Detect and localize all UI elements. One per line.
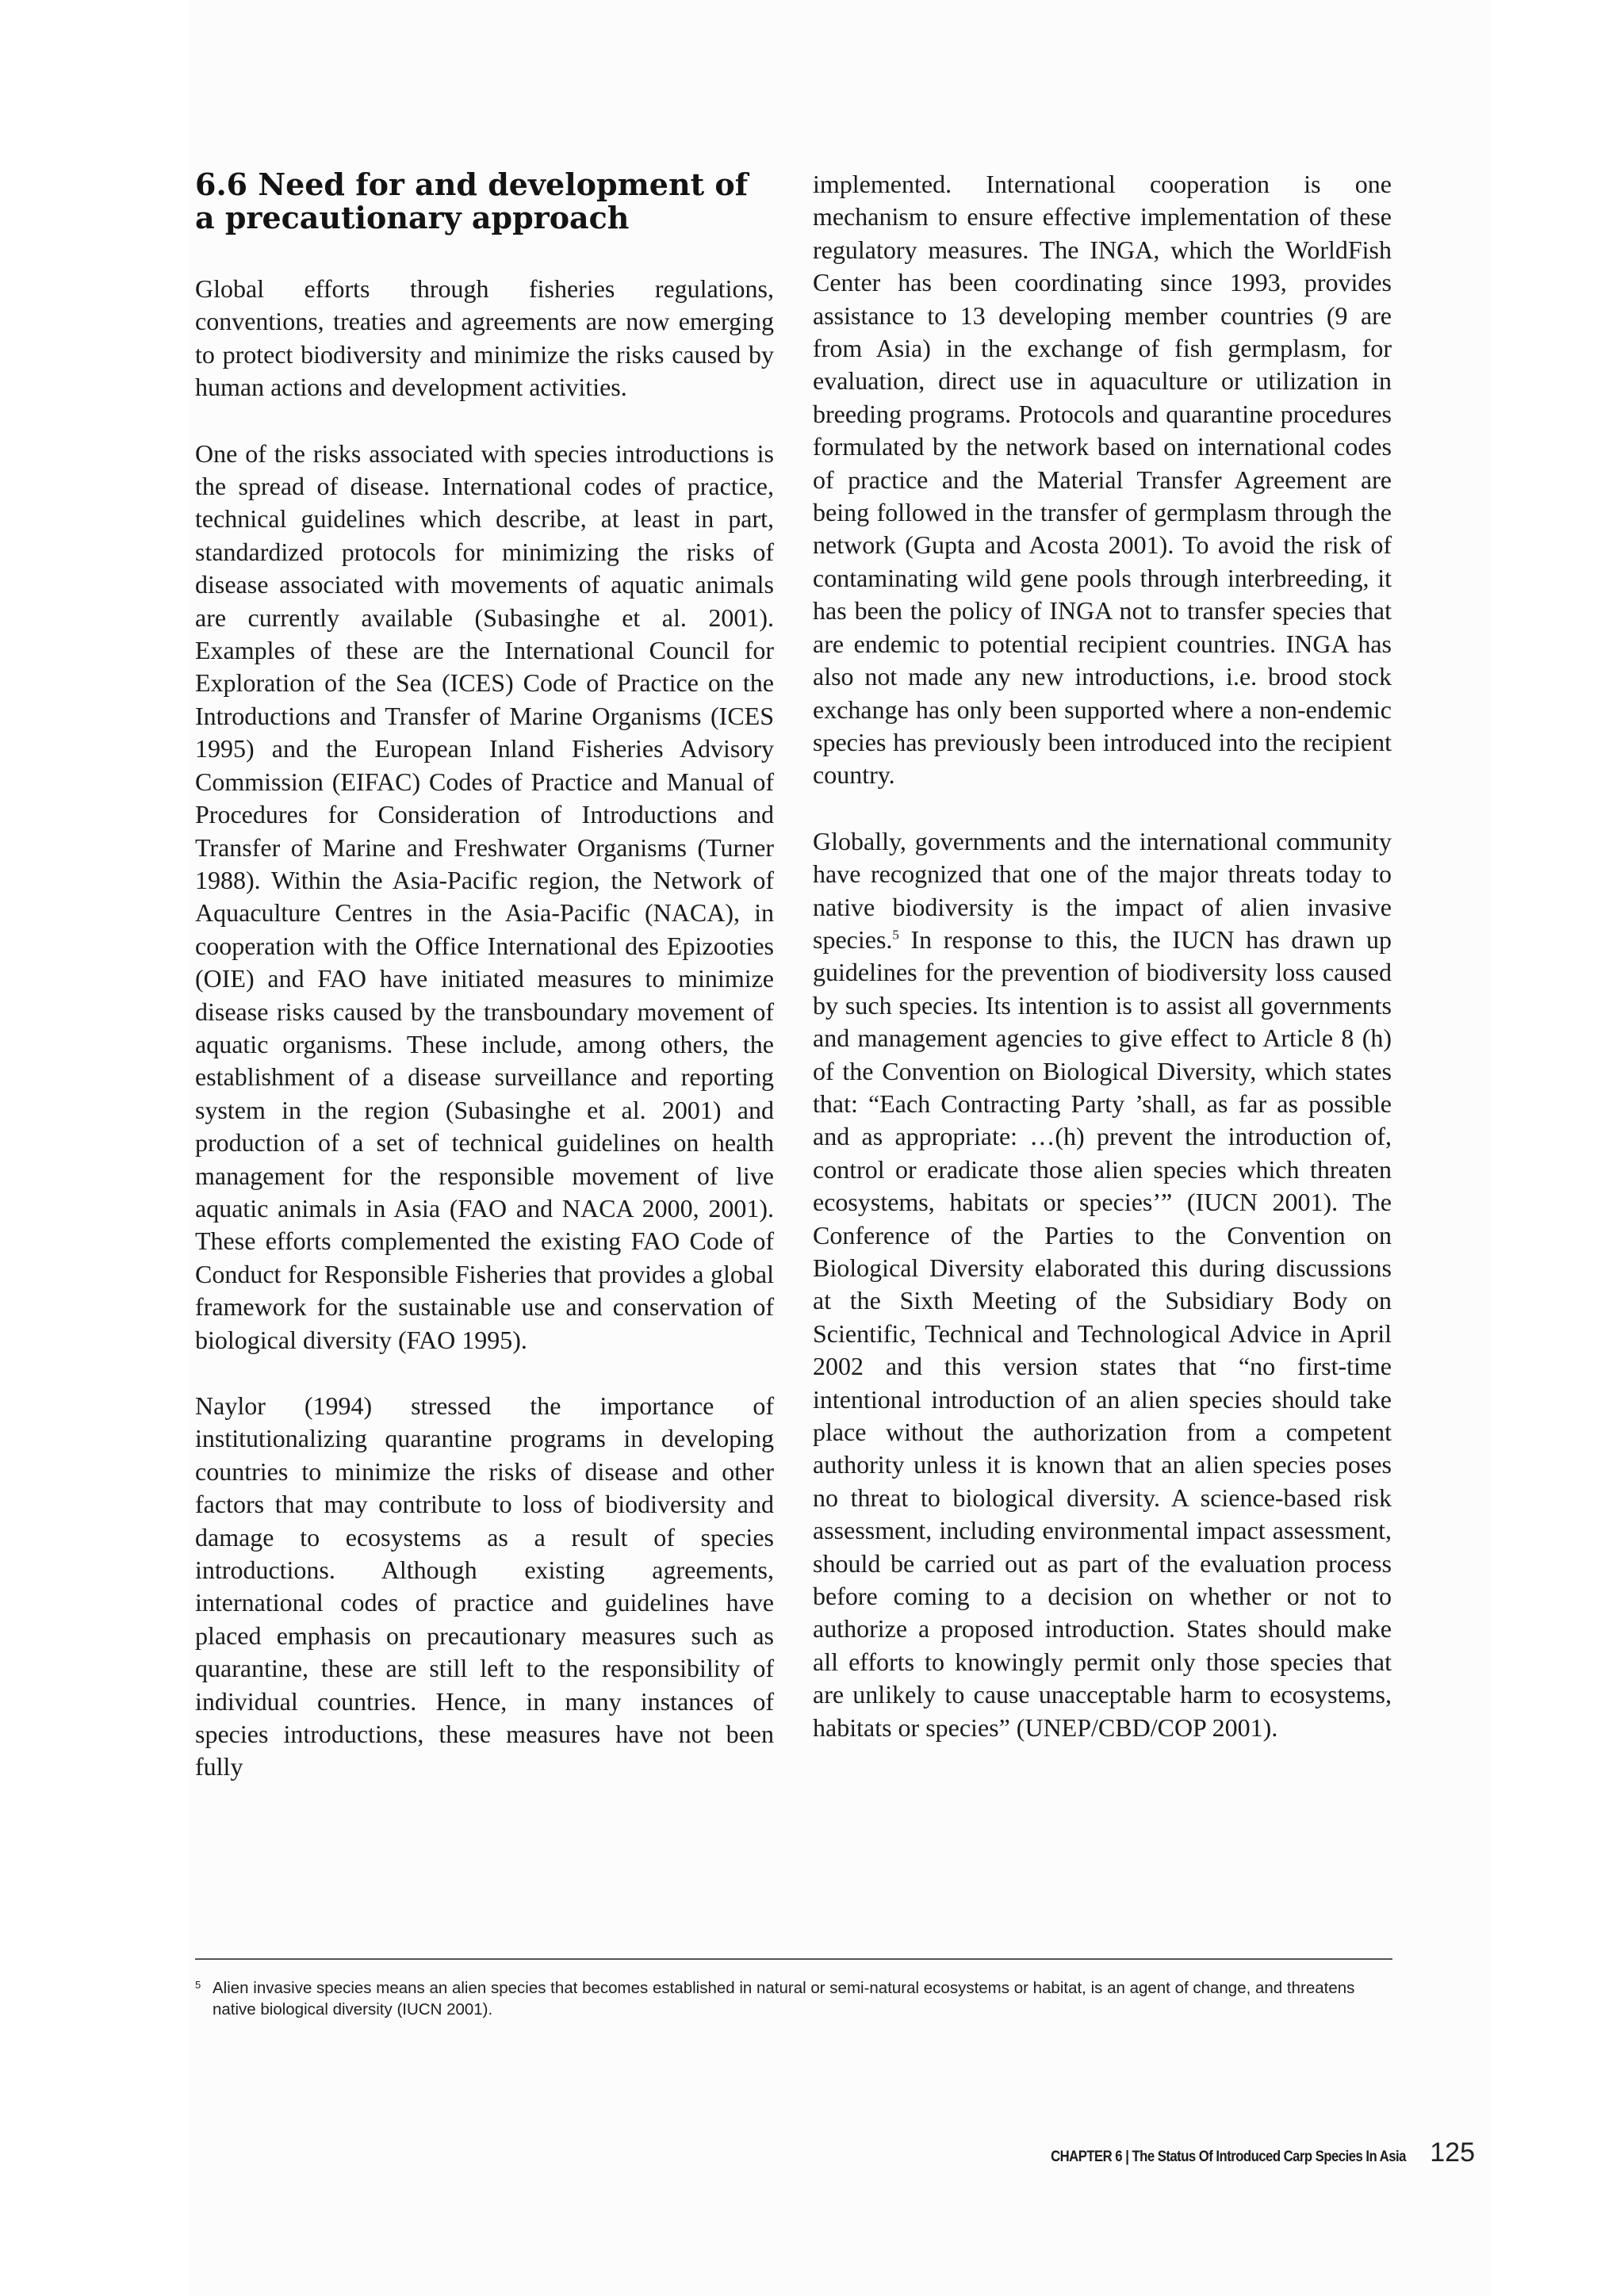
- right-column: [813, 168, 1392, 1777]
- paragraph-text: In response to this, the IUCN has drawn up guidelines for the prevention of biodiversity loss caused by such species. Its intention is to assist all governments and management agencies to give effect to Article 8 (h) of the Convention on Biological Diversity, which states that: “Each Contracting Party ’shall, as far as possible and as appropriate: …(h) prevent the introduction of, control or eradicate those alien species which threaten ecosystems, habitats or species’” (IUCN 2001). The Conference of the Parties to the Convention on Biological Diversity elaborated this during discussions at the Sixth Meeting of the Subsidiary Body on Scientific, Technical and Technological Advice in April 2002 and this version states that “no first-time intentional introduction of an alien species should take place without the authorization from a competent authority unless it is known that an alien species poses no threat to biological diversity. A science-based risk assessment, including environmental impact assessment, should be carried out as part of the evaluation process before coming to a decision on whether or not to authorize a proposed introduction. States should make all efforts to knowingly permit only those species that are unlikely to cause unacceptable harm to ecosystems, habitats or species” (UNEP/CBD/COP 2001).: [813, 924, 1392, 1742]
- body-paragraph: One of the risks associated with species introductions is the spread of disease. International codes of practice, technical guidelines which describe, at least in part, standardized protocols for minimizing the risks of disease associated with movements of aquatic animals are currently available (Subasinghe et al. 2001). Examples of these are the International Council for Exploration of the Sea (ICES) Code of Practice on the Introductions and Transfer of Marine Organisms (ICES 1995) and the European Inland Fisheries Advisory Commission (EIFAC) Codes of Practice and Manual of Procedures for Consideration of Introductions and Transfer of Marine and Freshwater Organisms (Turner 1988). Within the Asia-Pacific region, the Network of Aquaculture Centres in the Asia-Pacific (NACA), in cooperation with the Office International des Epizooties (OIE) and FAO have initiated measures to minimize disease risks caused by the transboundary movement of aquatic organisms. These include, among others, the establishment of a disease surveillance and reporting system in the region (Subasinghe et al. 2001) and production of a set of technical guidelines on health management for the responsible movement of live aquatic animals in Asia (FAO and NACA 2000, 2001). These efforts complemented the existing FAO Code of Conduct for Responsible Fisheries that provides a global framework for the sustainable use and conservation of biological diversity (FAO 1995).: [195, 438, 774, 1354]
- body-paragraph: Naylor (1994) stressed the importance of institutionalizing quarantine programs in developing countries to minimize the risks of disease and other factors that may contribute to loss of biodiversity and damage to ecosystems as a result of species introductions. Although existing agreements, international codes of practice and guidelines have placed emphasis on precautionary measures such as quarantine, these are still left to the responsibility of individual countries. Hence, in many instances of species introductions, these measures have not been fully: [195, 1391, 774, 1781]
- body-paragraph: Global efforts through fisheries regulations, conventions, treaties and agreements are now emerging to protect biodiversity and minimize the risks caused by human actions and development activities.: [195, 274, 774, 402]
- footnote-reference[interactable]: 5: [892, 927, 899, 943]
- footnote-divider: [195, 1958, 1392, 1960]
- page-footer: [872, 2137, 1475, 2168]
- running-head: CHAPTER 6 | The Status Of Introduced Carp Species In Asia: [1051, 2149, 1407, 2165]
- body-paragraph: [813, 825, 1392, 1744]
- paragraph-text: Globally, governments and the international community have recognized that one of the major threats today to native biodiversity is the impact of alien invasive species.: [813, 826, 1392, 954]
- page-number: 125: [1430, 2137, 1475, 2168]
- footnote: [195, 1977, 1392, 2020]
- footnote-mark: 5: [195, 1979, 201, 1991]
- body-paragraph: implemented. International cooperation is one mechanism to ensure effective implementation of these regulatory measures. The INGA, which the WorldFish Center has been coordinating since 1993, provides assistance to 13 developing member countries (9 are from Asia) in the exchange of fish germplasm, for evaluation, direct use in aquaculture or utilization in breeding programs. Protocols and quarantine procedures formulated by the network based on international codes of practice and the Material Transfer Agreement are being followed in the transfer of germplasm through the network (Gupta and Acosta 2001). To avoid the risk of contaminating wild gene pools through interbreeding, it has been the policy of INGA not to transfer species that are endemic to potential recipient countries. INGA has also not made any new introductions, i.e. brood stock exchange has only been supported where a non-endemic species has previously been introduced into the recipient country.: [813, 170, 1392, 790]
- left-column: [195, 168, 774, 1817]
- footnote-text: Alien invasive species means an alien species that becomes established in natural or semi-natural ecosystems or habitat, is an agent of change, and threatens native biological diversity (IUCN 2001).: [213, 1979, 1355, 2019]
- section-heading: 6.6 Need for and development of a precautionary approach: [195, 166, 749, 235]
